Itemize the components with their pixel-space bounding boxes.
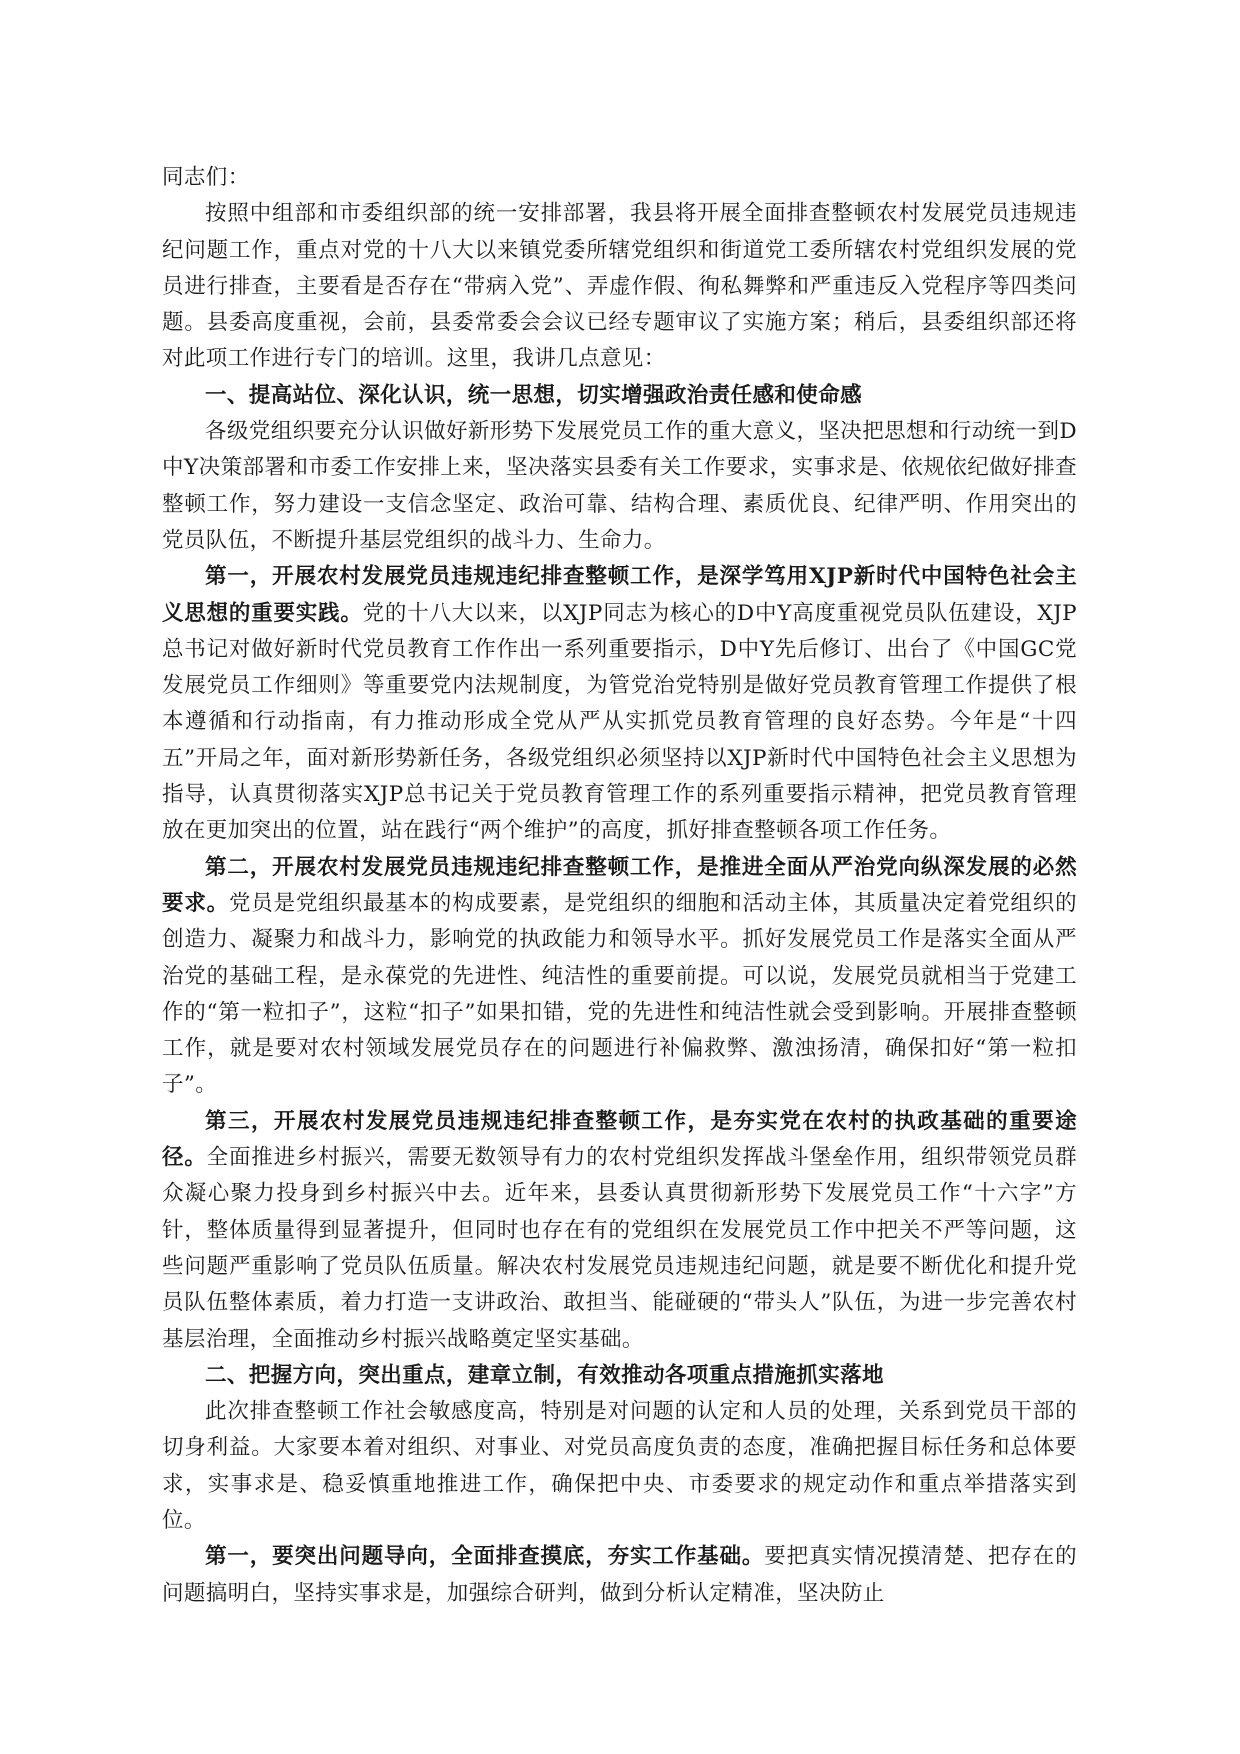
document-body xyxy=(162,160,1077,1612)
section-1-point-3 xyxy=(162,1104,1077,1358)
point-text: 党员是党组织最基本的构成要素，是党组织的细胞和活动主体，其质量决定着党组织的创造力、凝聚力和战斗力，影响党的执政能力和领导水平。抓好发展党员工作是落实全面从严治党的基础工程，是永葆党的先进性、纯洁性的重要前提。可以说，发展党员就相当于党建工作的“第一粒扣子”，这粒“扣子”如果扣错，党的先进性和纯洁性就会受到影响。开展排查整顿工作，就是要对农村领域发展党员存在的问题进行补偏救弊、激浊扬清，确保扣好“第一粒扣子”。 xyxy=(162,890,1077,1098)
point-lead: 第二，开展农村发展党员违规违纪排查整顿工作，是推进全面从严治党向纵深发展的必然要求。 xyxy=(162,854,1077,916)
intro-paragraph: 按照中组部和市委组织部的统一安排部署，我县将开展全面排查整顿农村发展党员违规违纪问题工作，重点对党的十八大以来镇党委所辖党组织和街道党工委所辖农村党组织发展的党员进行排查，主要看是否存在“带病入党”、弄虚作假、徇私舞弊和严重违反入党程序等四类问题。县委高度重视，会前，县委常委会会议已经专题审议了实施方案；稍后，县委组织部还将对此项工作进行专门的培训。这里，我讲几点意见： xyxy=(162,201,1077,372)
salutation: 同志们： xyxy=(162,165,250,190)
point-lead: 第一，要突出问题导向，全面排查摸底，夯实工作基础。 xyxy=(205,1544,765,1570)
section-2-point-1 xyxy=(162,1539,1077,1612)
point-lead: 第一，开展农村发展党员违规违纪排查整顿工作，是深学笃用XJP新时代中国特色社会主义思想的重要实践。 xyxy=(162,564,1077,626)
section-2-body: 此次排查整顿工作社会敏感度高，特别是对问题的认定和人员的处理，关系到党员干部的切身利益。大家要本着对组织、对事业、对党员高度负责的态度，准确把握目标任务和总体要求，实事求是、稳妥慎重地推进工作，确保把中央、市委要求的规定动作和重点举措落实到位。 xyxy=(162,1399,1077,1533)
point-text: 全面推进乡村振兴，需要无数领导有力的农村党组织发挥战斗堡垒作用，组织带领党员群众凝心聚力投身到乡村振兴中去。近年来，县委认真贯彻新形势下发展党员工作“十六字”方针，整体质量得到显著提升，但同时也存在有的党组织在发展党员工作中把关不严等问题，这些问题严重影响了党员队伍质量。解决农村发展党员违规违纪问题，就是要不断优化和提升党员队伍整体素质，着力打造一支讲政治、敢担当、能碰硬的“带头人”队伍，为进一步完善农村基层治理，全面推动乡村振兴战略奠定坚实基础。 xyxy=(162,1145,1077,1352)
section-heading-1: 一、提高站位、深化认识，统一思想，切实增强政治责任感和使命感 xyxy=(205,382,863,408)
point-text: 要把真实情况摸清楚、把存在的问题搞明白，坚持实事求是，加强综合研判，做到分析认定精准，坚决防止 xyxy=(162,1544,1077,1606)
point-text: 党的十八大以来，以XJP同志为核心的D中Y高度重视党员队伍建设，XJP总书记对做好新时代党员教育工作作出一系列重要指示，D中Y先后修订、出台了《中国GC党发展党员工作细则》等重要党内法规制度，为管党治党特别是做好党员教育管理工作提供了根本遵循和行动指南，有力推动形成全党从严从实抓党员教育管理的良好态势。今年是“十四五”开局之年，面对新形势新任务，各级党组织必须坚持以XJP新时代中国特色社会主义思想为指导，认真贯彻落实XJP总书记关于党员教育管理工作的系列重要指示精神，把党员教育管理放在更加突出的位置，站在践行“两个维护”的高度，抓好排查整顿各项工作任务。 xyxy=(162,600,1077,844)
point-lead: 第三，开展农村发展党员违规违纪排查整顿工作，是夯实党在农村的执政基础的重要途径。 xyxy=(162,1108,1077,1171)
section-heading-2: 二、把握方向，突出重点，建章立制，有效推动各项重点措施抓实落地 xyxy=(205,1362,884,1388)
section-1-point-1 xyxy=(162,559,1077,849)
section-1-body: 各级党组织要充分认识做好新形势下发展党员工作的重大意义，坚决把思想和行动统一到D中Y决策部署和市委工作安排上来，坚决落实县委有关工作要求，实事求是、依规依纪做好排查整顿工作，努力建设一支信念坚定、政治可靠、结构合理、素质优良、纪律严明、作用突出的党员队伍，不断提升基层党组织的战斗力、生命力。 xyxy=(162,419,1077,553)
section-1-point-2 xyxy=(162,850,1077,1104)
